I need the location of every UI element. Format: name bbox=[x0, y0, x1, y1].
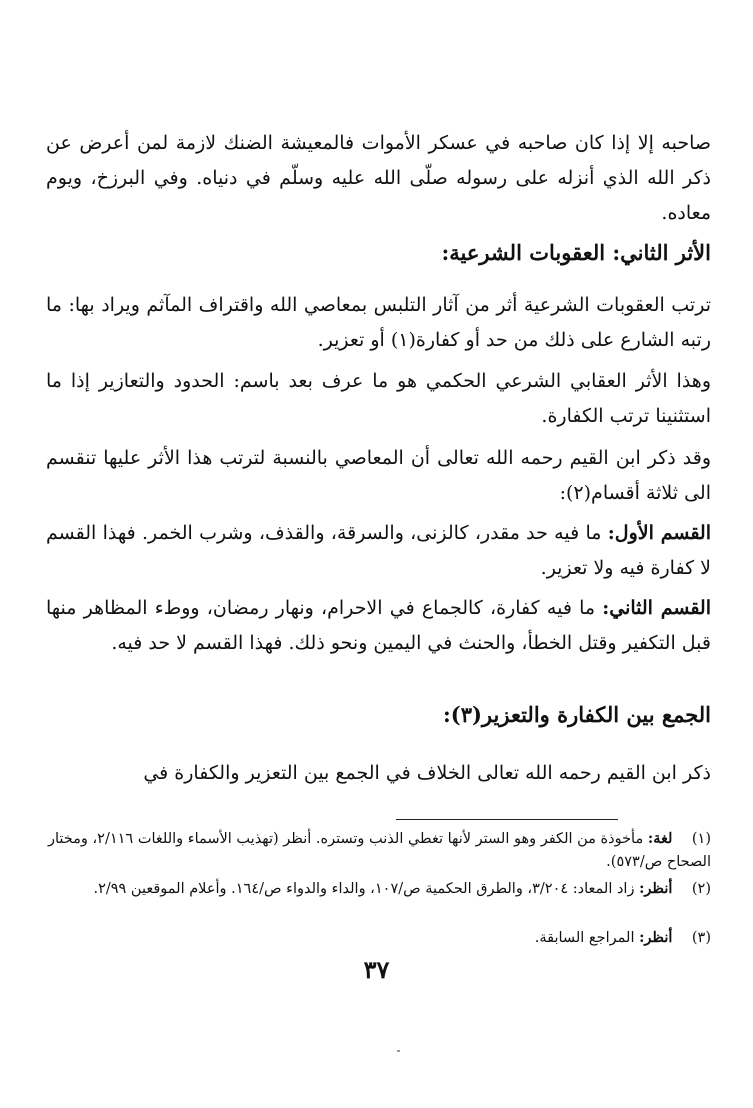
footnote-lead: أنظر: bbox=[639, 880, 673, 897]
footnote-number: (٣) bbox=[691, 930, 711, 946]
first-category-text: ما فيه حد مقدر، كالزنى، والسرقة، والقذف، وشرب الخمر. فهذا القسم لا كفارة فيه ولا تعزير. bbox=[46, 522, 711, 579]
paragraph-second-category bbox=[46, 591, 711, 661]
section-heading-combining: الجمع بين الكفارة والتعزير(٣): bbox=[443, 702, 711, 727]
footnote-separator bbox=[396, 819, 618, 820]
footnote-2 bbox=[46, 877, 711, 901]
paragraph-first-category bbox=[46, 516, 711, 586]
footnote-text: المراجع السابقة. bbox=[534, 930, 640, 946]
footnote-lead: لغة: bbox=[647, 830, 673, 847]
paragraph-continuation: صاحبه إلا إذا كان صاحبه في عسكر الأموات فالمعيشة الضنك لازمة لمن أعرض عن ذكر الله الذي أنزله على رسوله صلّى الله عليه وسلّم في دنياه. وفي البرزخ، ويوم معاده. bbox=[46, 132, 711, 224]
paragraph-penal-effect: وهذا الأثر العقابي الشرعي الحكمي هو ما عرف بعد باسم: الحدود والتعازير إذا ما استثنينا ترتب الكفارة. bbox=[46, 370, 711, 427]
page-number: ٣٧ bbox=[363, 955, 390, 984]
first-category-label: القسم الأول: bbox=[607, 522, 711, 544]
footnote-lead: أنظر: bbox=[639, 929, 673, 946]
footnote-number: (٢) bbox=[691, 881, 711, 897]
footnote-1 bbox=[46, 827, 711, 874]
section-heading-second-effect: الأثر الثاني: العقوبات الشرعية: bbox=[441, 240, 711, 265]
scan-speck bbox=[397, 1050, 400, 1052]
footnote-text: مأخوذة من الكفر وهو الستر لأنها تغطي الذنب وتستره. أنظر (تهذيب الأسماء واللغات ٢/١١٦، ومختار الصحاح ص/٥٧٣). bbox=[47, 831, 711, 870]
paragraph-three-categories: وقد ذكر ابن القيم رحمه الله تعالى أن المعاصي بالنسبة لترتب هذا الأثر عليها تنقسم الى ثلاثة أقسام(٢): bbox=[46, 447, 711, 504]
paragraph-legal-penalties: ترتب العقوبات الشرعية أثر من آثار التلبس بمعاصي الله واقتراف المآثم ويراد بها: ما رتبه الشارع على ذلك من حد أو كفارة(١) أو تعزير. bbox=[46, 294, 711, 351]
paragraph-ibn-qayyim-dispute: ذكر ابن القيم رحمه الله تعالى الخلاف في الجمع بين التعزير والكفارة في bbox=[143, 762, 711, 784]
footnote-3 bbox=[46, 926, 711, 950]
second-category-text: ما فيه كفارة، كالجماع في الاحرام، ونهار رمضان، ووطء المظاهر منها قبل التكفير وقتل الخطأ، والحنث في اليمين ونحو ذلك. فهذا القسم لا حد فيه. bbox=[46, 597, 711, 654]
second-category-label: القسم الثاني: bbox=[602, 597, 711, 619]
footnote-number: (١) bbox=[691, 831, 711, 847]
footnote-text: زاد المعاد: ٣/٢٠٤، والطرق الحكمية ص/١٠٧، والداء والدواء ص/١٦٤. وأعلام الموقعين ٢/٩٩. bbox=[93, 881, 640, 897]
